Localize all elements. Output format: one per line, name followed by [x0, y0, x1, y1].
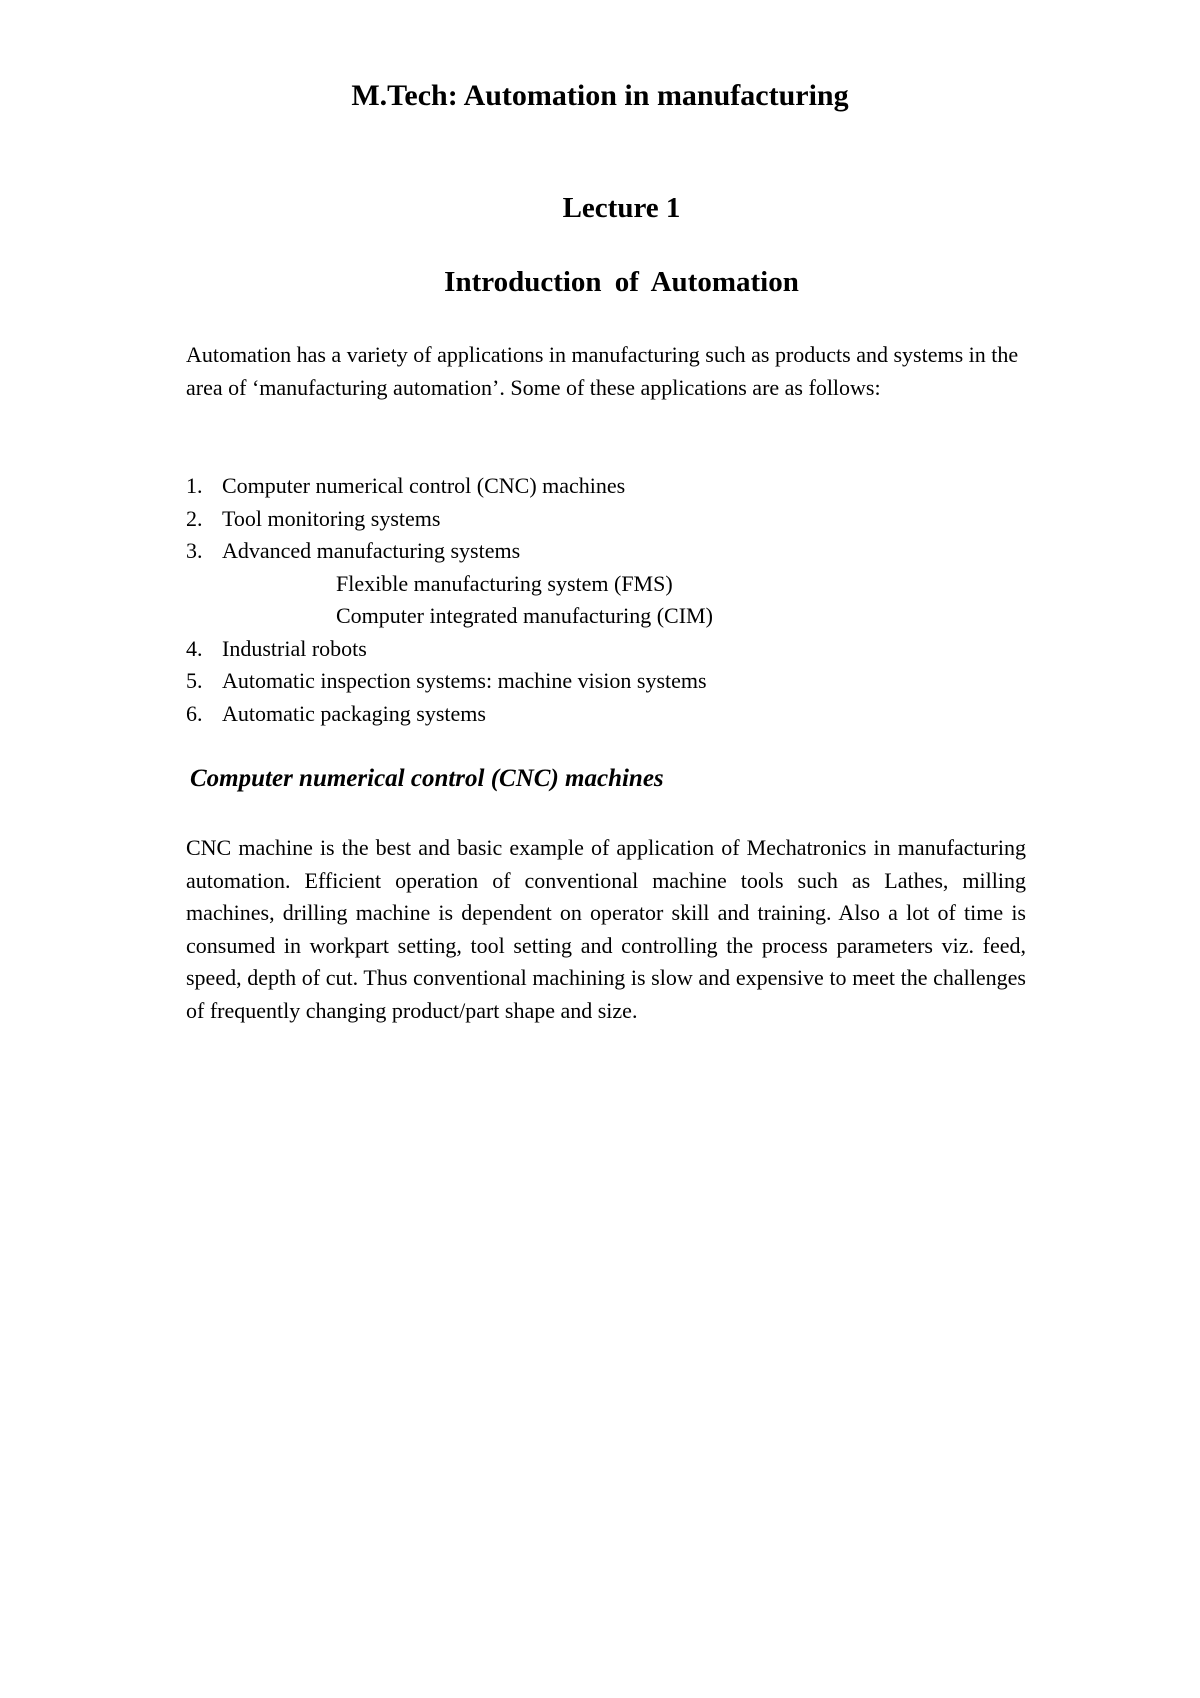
section-heading: Computer numerical control (CNC) machines [190, 765, 664, 792]
list-item-number: 4. [186, 635, 203, 661]
applications-list [186, 470, 1026, 730]
list-item [186, 698, 1026, 731]
lecture-title: Introduction of Automation [444, 266, 799, 298]
list-item-label: Automatic packaging systems [222, 700, 486, 726]
list-item-number: 1. [186, 473, 203, 498]
list-item-number: 6. [186, 700, 203, 726]
list-item-label: Computer numerical control (CNC) machines [222, 473, 626, 498]
course-title: M.Tech: Automation in manufacturing [351, 79, 849, 112]
sublist-item: Computer integrated manufacturing (CIM) [336, 603, 713, 628]
list-item-number: 2. [186, 505, 203, 531]
section-paragraph: CNC machine is the best and basic example of application of Mechatronics in manufacturing automation. Efficient operation of conventional machine tools such as Lathes, milling machines, drilling machine is dependent on operator skill and training. Also a lot of time is consumed in workpart setting, tool setting and controlling the process parameters viz. feed, speed, depth of cut. Thus conventional machining is slow and expensive to meet the challenges of frequently changing product/part shape and size. [186, 835, 1026, 1023]
list-item [186, 633, 1026, 666]
lecture-number: Lecture 1 [562, 192, 681, 224]
list-item [186, 665, 1026, 698]
list-item [186, 535, 1026, 633]
advanced-systems-sublist [222, 568, 1026, 633]
list-item [186, 470, 1026, 503]
list-item-number: 3. [186, 538, 203, 563]
list-item-label: Industrial robots [222, 635, 367, 661]
list-item-label: Tool monitoring systems [222, 505, 441, 531]
intro-paragraph: Automation has a variety of applications in manufacturing such as products and systems in the area of ‘manufacturing automation’. Some of these applications are as follows: [186, 342, 1019, 400]
list-item-label: Advanced manufacturing systems [222, 538, 521, 563]
list-item-number: 5. [186, 668, 203, 693]
list-item [186, 503, 1026, 536]
sublist-item: Flexible manufacturing system (FMS) [336, 570, 673, 596]
list-item-label: Automatic inspection systems: machine vision systems [222, 668, 707, 693]
